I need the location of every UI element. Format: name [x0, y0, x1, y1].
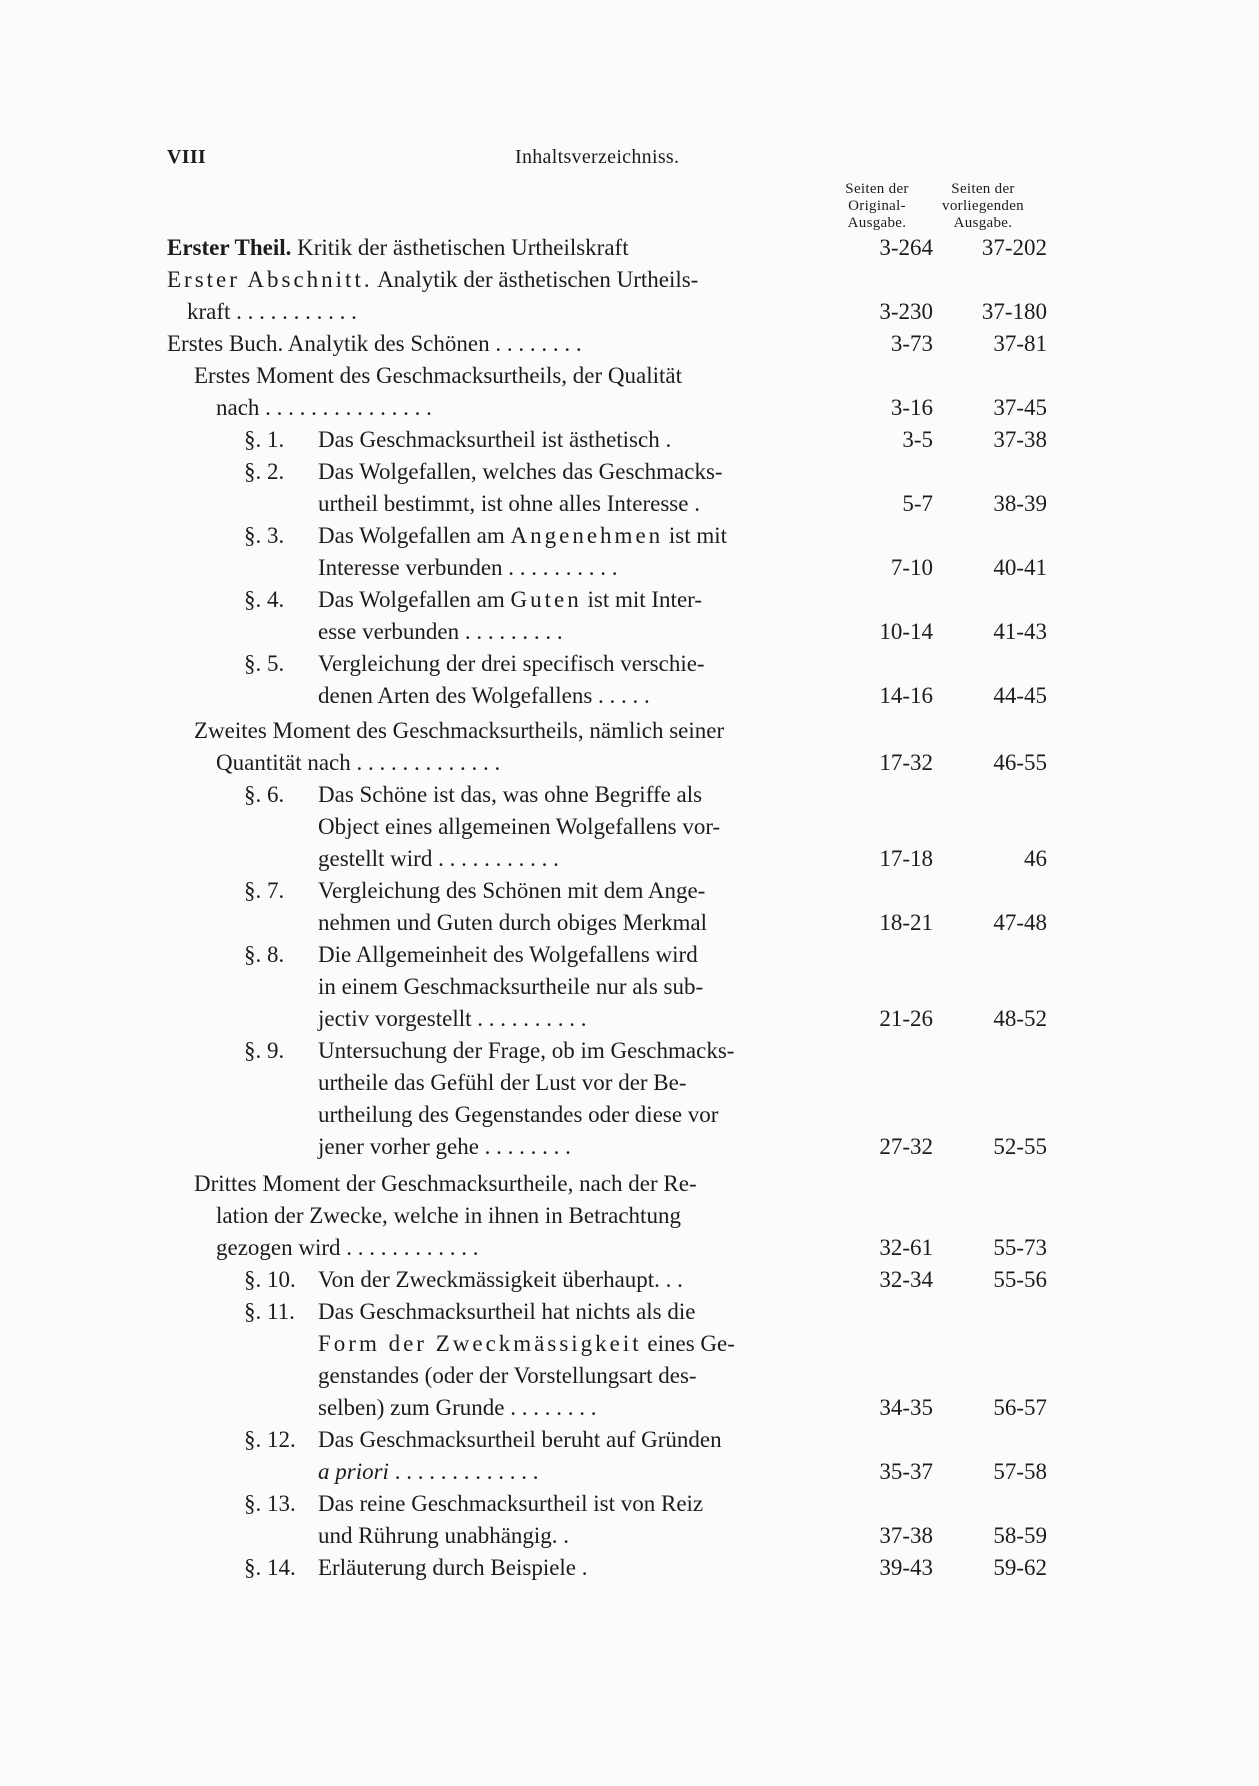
toc-text: Das Geschmacksurtheil hat nichts als die: [318, 1299, 696, 1324]
spaced-emphasis: Angenehmen: [510, 523, 664, 548]
toc-text: Drittes Moment der Geschmacksurtheile, nach der Re-: [194, 1171, 697, 1196]
toc-line: [0, 939, 1259, 971]
toc-line: [0, 296, 1259, 328]
toc-text: nach . . . . . . . . . . . . . . .: [216, 395, 432, 420]
page-present: 55-56: [993, 1267, 1047, 1292]
toc-text: Die Allgemeinheit des Wolgefallens wird: [318, 942, 698, 967]
toc-text: Zweites Moment des Geschmacksurtheils, nämlich seiner: [194, 718, 725, 743]
toc-text: gezogen wird . . . . . . . . . . . .: [216, 1235, 479, 1260]
page-present: 46: [1024, 846, 1047, 871]
page-original: 17-18: [879, 846, 933, 871]
toc-text: Erläuterung durch Beispiele .: [318, 1555, 588, 1580]
italic-term: a priori: [318, 1459, 389, 1484]
toc-line: [0, 875, 1259, 907]
toc-text: Das Schöne ist das, was ohne Begriffe als: [318, 782, 703, 807]
page-original: 37-38: [879, 1523, 933, 1548]
toc-text: in einem Geschmacksurtheile nur als sub-: [318, 974, 704, 999]
page-present: 47-48: [993, 910, 1047, 935]
section-number: §. 13.: [244, 1491, 296, 1516]
section-number: §. 6.: [244, 782, 285, 807]
toc-text: Das Wolgefallen, welches das Geschmacks-: [318, 459, 723, 484]
toc-line: [0, 907, 1259, 939]
toc-text: Das Geschmacksurtheil ist ästhetisch .: [318, 427, 672, 452]
section-number: §. 4.: [244, 587, 285, 612]
section-number: §. 2.: [244, 459, 285, 484]
toc-text: urtheil bestimmt, ist ohne alles Interesse .: [318, 491, 700, 516]
toc-line: [0, 811, 1259, 843]
page-original: 39-43: [879, 1555, 933, 1580]
section-heading: Erster Abschnitt.: [167, 267, 373, 292]
toc-line: [0, 1328, 1259, 1360]
toc-line: [0, 232, 1259, 264]
page-present: 41-43: [993, 619, 1047, 644]
page-number: VIII: [167, 146, 206, 168]
toc-line: [0, 1360, 1259, 1392]
page-present: 56-57: [993, 1395, 1047, 1420]
toc-line: [0, 971, 1259, 1003]
toc-text: urtheilung des Gegenstandes oder diese vor: [318, 1102, 719, 1127]
toc-text: lation der Zwecke, welche in ihnen in Betrachtung: [216, 1203, 681, 1228]
toc-line: [0, 1200, 1259, 1232]
toc-line: [0, 1456, 1259, 1488]
toc-text: kraft . . . . . . . . . . .: [187, 299, 357, 324]
toc-line: [0, 584, 1259, 616]
page-present: 48-52: [993, 1006, 1047, 1031]
toc-text: denen Arten des Wolgefallens . . . . .: [318, 683, 650, 708]
toc-line: [0, 648, 1259, 680]
toc-line: [0, 715, 1259, 747]
toc-line: [0, 1296, 1259, 1328]
column-header-line: vorliegenden: [942, 198, 1024, 214]
toc-text: Erster Theil. Kritik der ästhetischen Urtheilskraft: [167, 235, 629, 260]
toc-line: [0, 1552, 1259, 1584]
page-original: 7-10: [890, 555, 933, 580]
page-present: 37-81: [993, 331, 1047, 356]
column-header-line: Ausgabe.: [847, 215, 907, 231]
toc-text: Object eines allgemeinen Wolgefallens vor-: [318, 814, 721, 839]
column-header-original-edition: [818, 181, 936, 232]
spaced-emphasis: Form der Zweckmässigkeit: [318, 1331, 642, 1356]
toc-text: Quantität nach . . . . . . . . . . . . .: [216, 750, 501, 775]
toc-line: [0, 779, 1259, 811]
toc-text: Untersuchung der Frage, ob im Geschmacks-: [318, 1038, 735, 1063]
part-heading: Erster Theil.: [167, 235, 292, 260]
page-original: 3-264: [879, 235, 933, 260]
toc-text: Interesse verbunden . . . . . . . . . .: [318, 555, 618, 580]
toc-text: Das reine Geschmacksurtheil ist von Reiz: [318, 1491, 704, 1516]
toc-line: [0, 1099, 1259, 1131]
section-number: §. 7.: [244, 878, 285, 903]
page-present: 40-41: [993, 555, 1047, 580]
page-original: 17-32: [879, 750, 933, 775]
page-present: 55-73: [993, 1235, 1047, 1260]
page-original: 3-73: [890, 331, 933, 356]
toc-text: Das Geschmacksurtheil beruht auf Gründen: [318, 1427, 722, 1452]
page-original: 27-32: [879, 1134, 933, 1159]
toc-text: Das Wolgefallen am Guten ist mit Inter-: [318, 587, 703, 612]
toc-line: [0, 616, 1259, 648]
page-present: 37-202: [981, 235, 1047, 260]
toc-text: jener vorher gehe . . . . . . . .: [318, 1134, 571, 1159]
page-original: 14-16: [879, 683, 933, 708]
toc-text: jectiv vorgestellt . . . . . . . . . .: [318, 1006, 587, 1031]
toc-line: [0, 1003, 1259, 1035]
toc-line: [0, 424, 1259, 456]
page-original: 21-26: [879, 1006, 933, 1031]
toc-line: [0, 747, 1259, 779]
toc-text: Das Wolgefallen am Angenehmen ist mit: [318, 523, 728, 548]
toc-text: esse verbunden . . . . . . . . .: [318, 619, 563, 644]
section-number: §. 3.: [244, 523, 285, 548]
toc-text: selben) zum Grunde . . . . . . . .: [318, 1395, 597, 1420]
page-original: 35-37: [879, 1459, 933, 1484]
column-header-line: Seiten der: [951, 181, 1015, 197]
page-present: 37-180: [981, 299, 1047, 324]
page-original: 10-14: [879, 619, 933, 644]
toc-line: [0, 1520, 1259, 1552]
section-number: §. 12.: [244, 1427, 296, 1452]
section-number: §. 1.: [244, 427, 285, 452]
toc-line: [0, 1168, 1259, 1200]
toc-line: [0, 488, 1259, 520]
running-title: Inhaltsverzeichniss.: [515, 146, 680, 168]
toc-line: [0, 1035, 1259, 1067]
toc-text: Vergleichung der drei specifisch verschie-: [318, 651, 705, 676]
toc-line: [0, 392, 1259, 424]
toc-text: Von der Zweckmässigkeit überhaupt. . .: [318, 1267, 683, 1292]
page-original: 34-35: [879, 1395, 933, 1420]
toc-line: [0, 1232, 1259, 1264]
page-present: 59-62: [993, 1555, 1047, 1580]
toc-line: [0, 520, 1259, 552]
toc-line: [0, 843, 1259, 875]
toc-text: Erstes Moment des Geschmacksurtheils, der Qualität: [194, 363, 682, 388]
toc-text: gestellt wird . . . . . . . . . . .: [318, 846, 559, 871]
toc-text: Vergleichung des Schönen mit dem Ange-: [318, 878, 706, 903]
toc-line: [0, 456, 1259, 488]
column-header-line: Original-: [848, 198, 906, 214]
toc-text: und Rührung unabhängig. .: [318, 1523, 570, 1548]
toc-text: urtheile das Gefühl der Lust vor der Be-: [318, 1070, 687, 1095]
section-number: §. 8.: [244, 942, 285, 967]
section-number: §. 14.: [244, 1555, 296, 1580]
toc-text: Erstes Buch. Analytik des Schönen . . . . . . . .: [167, 331, 582, 356]
toc-line: [0, 1392, 1259, 1424]
toc-line: [0, 680, 1259, 712]
page-original: 5-7: [902, 491, 933, 516]
page-original: 32-61: [879, 1235, 933, 1260]
toc-line: [0, 360, 1259, 392]
section-number: §. 11.: [244, 1299, 295, 1324]
toc-text: nehmen und Guten durch obiges Merkmal: [318, 910, 707, 935]
toc-line: [0, 1131, 1259, 1163]
page-original: 32-34: [879, 1267, 933, 1292]
page-present: 37-38: [993, 427, 1047, 452]
page-present: 57-58: [993, 1459, 1047, 1484]
toc-line: [0, 1424, 1259, 1456]
page-present: 37-45: [993, 395, 1047, 420]
page-present: 46-55: [993, 750, 1047, 775]
page-present: 52-55: [993, 1134, 1047, 1159]
spaced-emphasis: Guten: [510, 587, 582, 612]
toc-line: [0, 328, 1259, 360]
page-original: 3-230: [879, 299, 933, 324]
toc-line: [0, 1488, 1259, 1520]
toc-text: Form der Zweckmässigkeit eines Ge-: [318, 1331, 735, 1356]
page-present: 44-45: [993, 683, 1047, 708]
section-number: §. 9.: [244, 1038, 285, 1063]
toc-text: Erster Abschnitt. Analytik der ästhetischen Urtheils-: [167, 267, 699, 292]
section-number: §. 5.: [244, 651, 285, 676]
page-original: 3-16: [890, 395, 933, 420]
section-number: §. 10.: [244, 1267, 296, 1292]
toc-line: [0, 264, 1259, 296]
toc-text: genstandes (oder der Vorstellungsart des-: [318, 1363, 697, 1388]
page-present: 58-59: [993, 1523, 1047, 1548]
column-header-line: Ausgabe.: [953, 215, 1013, 231]
column-header-present-edition: [924, 181, 1042, 232]
toc-text: a priori . . . . . . . . . . . . .: [318, 1459, 539, 1484]
column-header-line: Seiten der: [845, 181, 909, 197]
page-present: 38-39: [993, 491, 1047, 516]
toc-line: [0, 1067, 1259, 1099]
page-original: 3-5: [902, 427, 933, 452]
toc-line: [0, 1264, 1259, 1296]
toc-line: [0, 552, 1259, 584]
page-original: 18-21: [879, 910, 933, 935]
